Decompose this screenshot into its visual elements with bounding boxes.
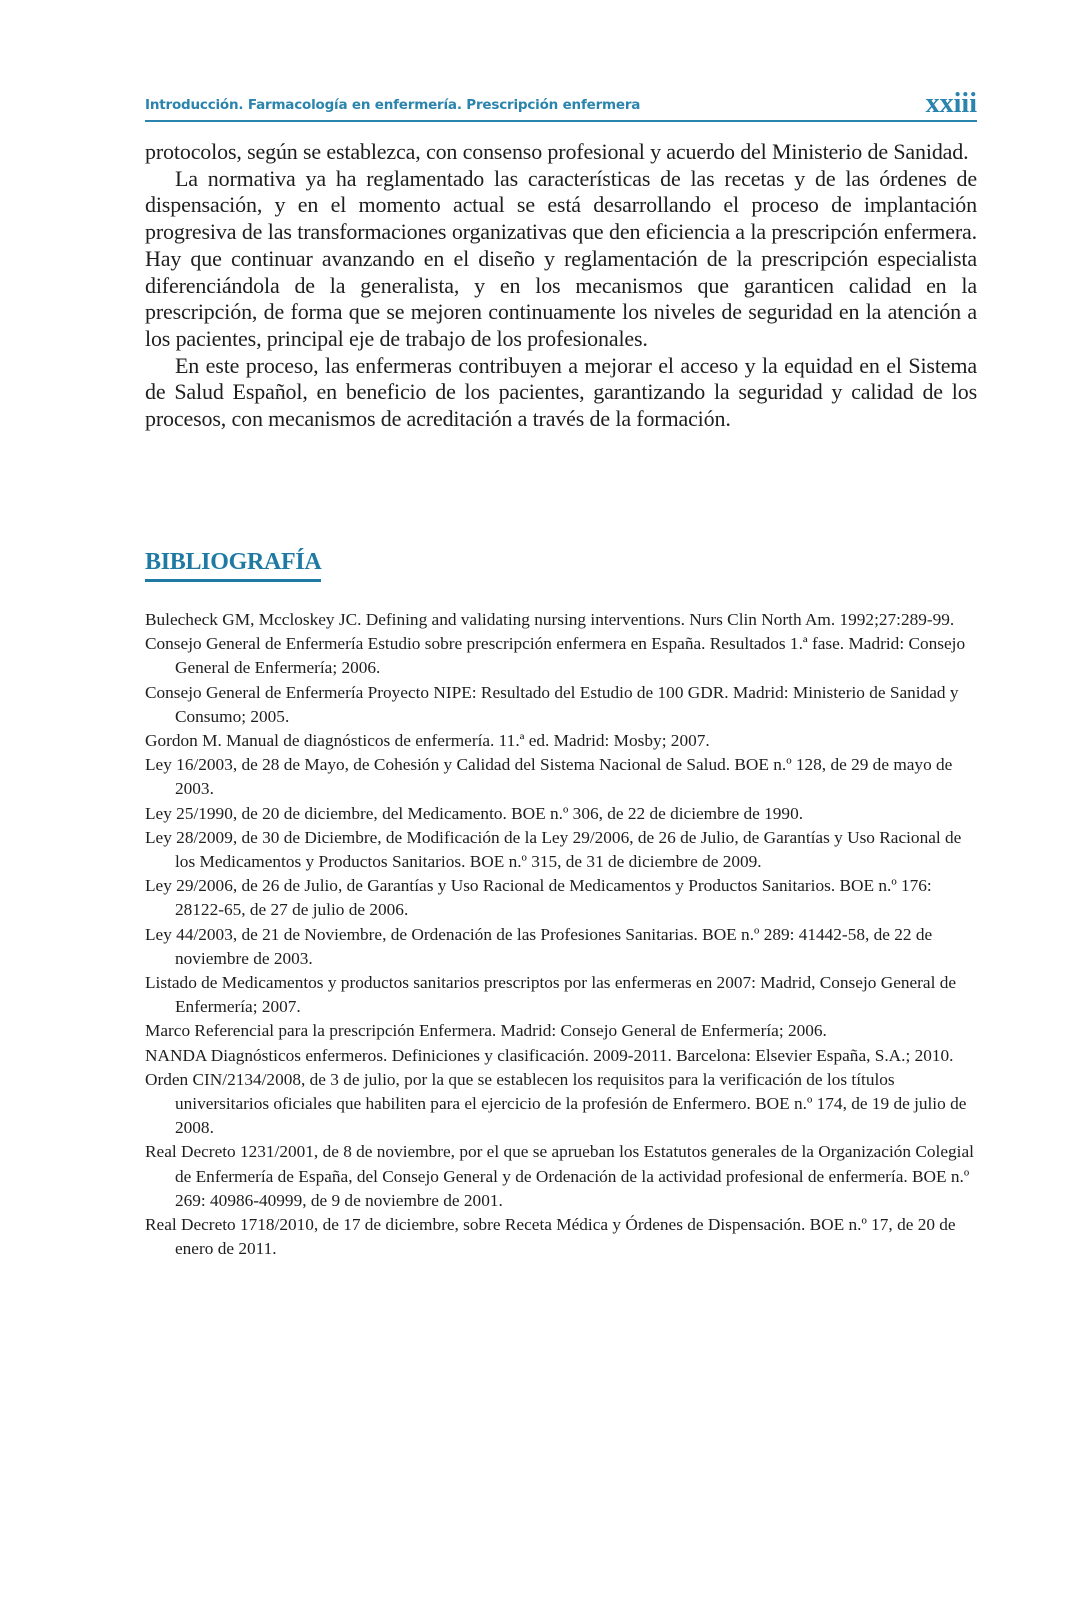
bibliography-entry: Real Decreto 1231/2001, de 8 de noviembre, por el que se aprueban los Estatutos generales de la Organización Colegial de Enfermería de España, del Consejo General y de Ordenación de la actividad profesional de enfermería. BOE n.º 269: 40986-40999, de 9 de noviembre de 2001. xyxy=(145,1142,974,1210)
bibliography-entry: Bulecheck GM, Mccloskey JC. Defining and validating nursing interventions. Nurs Clin North Am. 1992;27:289-99. xyxy=(145,610,955,629)
bibliography-entry: NANDA Diagnósticos enfermeros. Definiciones y clasificación. 2009-2011. Barcelona: Elsevier España, S.A.; 2010. xyxy=(145,1045,954,1065)
paragraph: La normativa ya ha reglamentado las características de las recetas y de las órdenes de dispensación, y en el momento actual se está desarrollando el proceso de implantación progresiva de las transformaciones organizativas que den eficiencia a la prescripción enfermera. Hay que continuar avanzando en el diseño y reglamentación de la prescripción especialista diferenciándola de la generalista, y en los mecanismos que garanticen calidad en la prescripción, de forma que se mejoren continuamente los niveles de seguridad en la atención a los pacientes, principal eje de trabajo de los profesionales. xyxy=(145,165,977,351)
bibliography-entry: Ley 44/2003, de 21 de Noviembre, de Ordenación de las Profesiones Sanitarias. BOE n.º 289: 41442-58, de 22 de noviembre de 2003. xyxy=(145,924,933,968)
paragraph: protocolos, según se establezca, con consenso profesional y acuerdo del Ministerio de Sanidad. xyxy=(145,139,969,164)
body-text xyxy=(145,139,977,433)
page-number: xxiii xyxy=(925,88,977,119)
paragraph: En este proceso, las enfermeras contribuyen a mejorar el acceso y la equidad en el Sistema de Salud Español, en beneficio de los pacientes, garantizando la seguridad y calidad de los procesos, con mecanismos de acreditación a través de la formación. xyxy=(145,352,977,432)
bibliography-entry: Real Decreto 1718/2010, de 17 de diciembre, sobre Receta Médica y Órdenes de Dispensación. BOE n.º 17, de 20 de enero de 2011. xyxy=(145,1215,956,1259)
bibliography-entry: Consejo General de Enfermería Proyecto NIPE: Resultado del Estudio de 100 GDR. Madrid: Ministerio de Sanidad y Consumo; 2005. xyxy=(145,682,959,726)
running-header xyxy=(145,86,977,122)
bibliography-entry: Listado de Medicamentos y productos sanitarios prescriptos por las enfermeras en 2007: Madrid, Consejo General de Enfermería; 2007. xyxy=(145,973,957,1017)
bibliography-entry: Orden CIN/2134/2008, de 3 de julio, por la que se establecen los requisitos para la verificación de los títulos universitarios oficiales que habiliten para el ejercicio de la profesión de Enfermero. BOE n.º 174, de 19 de julio de 2008. xyxy=(145,1069,967,1138)
bibliography-entry: Ley 25/1990, de 20 de diciembre, del Medicamento. BOE n.º 306, de 22 de diciembre de 1990. xyxy=(145,803,804,823)
bibliography-entry: Gordon M. Manual de diagnósticos de enfermería. 11.ª ed. Madrid: Mosby; 2007. xyxy=(145,731,710,751)
bibliography-entry: Consejo General de Enfermería Estudio sobre prescripción enfermera en España. Resultados 1.ª fase. Madrid: Consejo General de Enfermería; 2006. xyxy=(145,634,966,678)
bibliography-list xyxy=(145,608,977,1261)
bibliography-heading: BIBLIOGRAFÍA xyxy=(145,548,321,582)
bibliography-entry: Ley 29/2006, de 26 de Julio, de Garantías y Uso Racional de Medicamentos y Productos Sanitarios. BOE n.º 176: 28122-65, de 27 de julio de 2006. xyxy=(145,876,932,920)
bibliography-entry: Ley 28/2009, de 30 de Diciembre, de Modificación de la Ley 29/2006, de 26 de Julio, de Garantías y Uso Racional de los Medicamentos y Productos Sanitarios. BOE n.º 315, de 31 de diciembre de 2009. xyxy=(145,827,962,872)
bibliography-entry: Marco Referencial para la prescripción Enfermera. Madrid: Consejo General de Enfermería; 2006. xyxy=(145,1021,827,1041)
running-title: Introducción. Farmacología en enfermería. Prescripción enfermera xyxy=(145,97,641,113)
bibliography-entry: Ley 16/2003, de 28 de Mayo, de Cohesión y Calidad del Sistema Nacional de Salud. BOE n.º 128, de 29 de mayo de 2003. xyxy=(145,755,953,799)
